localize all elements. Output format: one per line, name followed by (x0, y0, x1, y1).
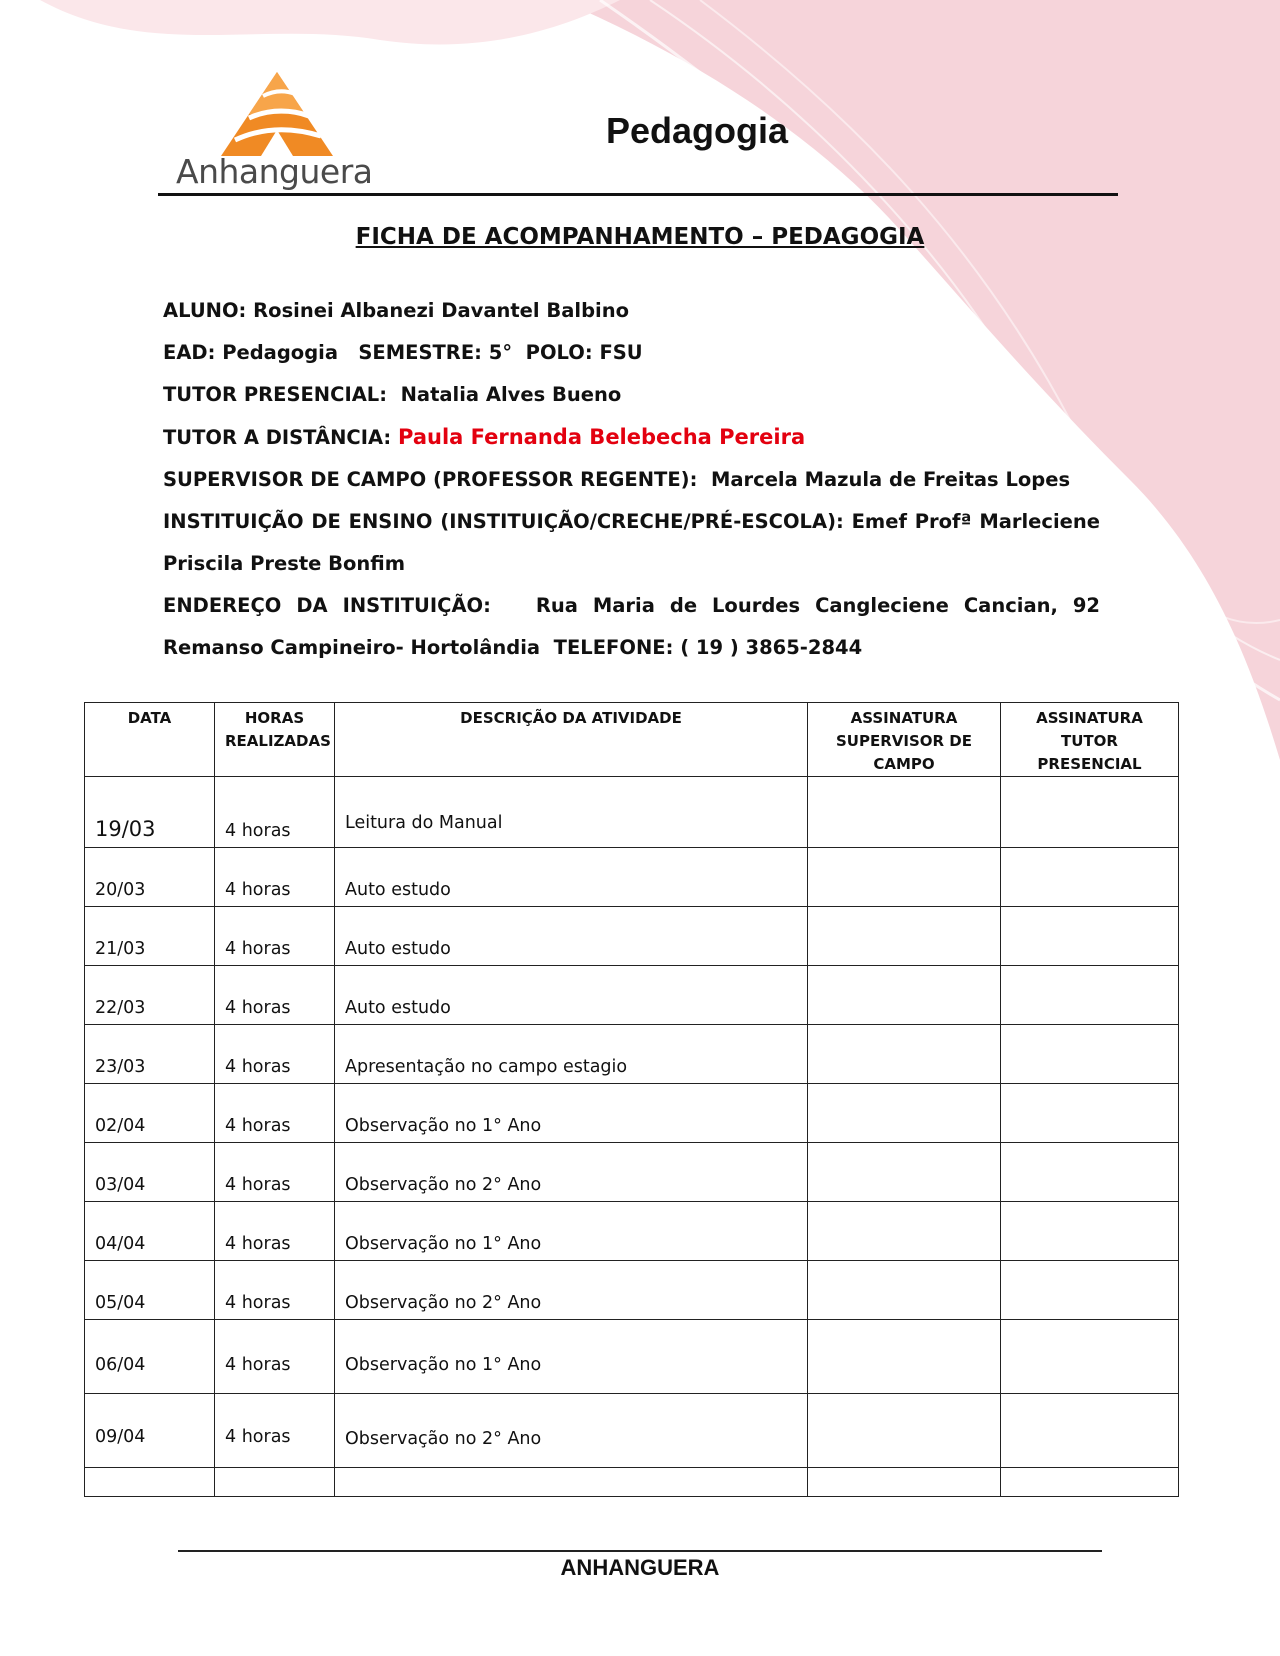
cell-assinatura-supervisor[interactable] (808, 1261, 1001, 1320)
cell-assinatura-tutor[interactable] (1001, 1468, 1179, 1497)
cell-horas: 4 horas (215, 1143, 335, 1202)
anhanguera-logo (170, 70, 380, 195)
cell-horas[interactable] (215, 1468, 335, 1497)
cell-descricao: Observação no 2° Ano (335, 1143, 808, 1202)
table-header-row (85, 703, 1179, 777)
cell-assinatura-supervisor[interactable] (808, 907, 1001, 966)
table-row (85, 1143, 1179, 1202)
document-title: FICHA DE ACOMPANHAMENTO – PEDAGOGIA (355, 224, 925, 250)
cell-data: 22/03 (85, 966, 215, 1025)
cell-descricao: Auto estudo (335, 848, 808, 907)
cell-descricao: Apresentação no campo estagio (335, 1025, 808, 1084)
table-row (85, 1084, 1179, 1143)
student-info (163, 290, 1100, 669)
cell-assinatura-tutor[interactable] (1001, 907, 1179, 966)
cell-assinatura-supervisor[interactable] (808, 848, 1001, 907)
cell-horas: 4 horas (215, 1320, 335, 1394)
header-horas: HORAS REALIZADAS (215, 703, 335, 777)
info-supervisor: SUPERVISOR DE CAMPO (PROFESSOR REGENTE): Marcela Mazula de Freitas Lopes (163, 468, 1071, 491)
cell-data: 19/03 (85, 777, 215, 848)
table-row-empty (85, 1468, 1179, 1497)
header-assinatura-tutor: ASSINATURA TUTOR PRESENCIAL (1001, 703, 1179, 777)
header-data: DATA (85, 703, 215, 777)
table-row (85, 1202, 1179, 1261)
cell-assinatura-supervisor[interactable] (808, 1320, 1001, 1394)
cell-horas: 4 horas (215, 907, 335, 966)
cell-data: 20/03 (85, 848, 215, 907)
table-row (85, 1261, 1179, 1320)
cell-data: 02/04 (85, 1084, 215, 1143)
cell-assinatura-tutor[interactable] (1001, 1143, 1179, 1202)
header-assinatura-supervisor: ASSINATURA SUPERVISOR DE CAMPO (808, 703, 1001, 777)
info-instituicao: INSTITUIÇÃO DE ENSINO (INSTITUIÇÃO/CRECHE/PRÉ-ESCOLA): Emef Profª Marleciene Priscila Preste Bonfim (163, 510, 1100, 575)
cell-data: 03/04 (85, 1143, 215, 1202)
table-row (85, 848, 1179, 907)
cell-assinatura-tutor[interactable] (1001, 848, 1179, 907)
cell-horas: 4 horas (215, 966, 335, 1025)
cell-assinatura-supervisor[interactable] (808, 1084, 1001, 1143)
cell-horas: 4 horas (215, 777, 335, 848)
cell-data: 04/04 (85, 1202, 215, 1261)
footer-brand: ANHANGUERA (560, 1555, 720, 1580)
cell-assinatura-supervisor[interactable] (808, 966, 1001, 1025)
cell-descricao[interactable] (335, 1468, 808, 1497)
cell-data: 09/04 (85, 1394, 215, 1468)
cell-data: 05/04 (85, 1261, 215, 1320)
info-ead: EAD: Pedagogia SEMESTRE: 5° POLO: FSU (163, 341, 643, 364)
logo-wordmark: Anhanguera (176, 152, 373, 191)
cell-data: 21/03 (85, 907, 215, 966)
info-endereco: ENDEREÇO DA INSTITUIÇÃO: Rua Maria de Lourdes Cangleciene Cancian, 92 Remanso Campineiro- Hortolândia TELEFONE: ( 19 ) 3865-2844 (163, 594, 1100, 659)
cell-descricao: Observação no 2° Ano (335, 1394, 808, 1468)
cell-descricao: Auto estudo (335, 907, 808, 966)
table-row (85, 1394, 1179, 1468)
cell-horas: 4 horas (215, 1394, 335, 1468)
cell-assinatura-tutor[interactable] (1001, 1320, 1179, 1394)
cell-assinatura-supervisor[interactable] (808, 1143, 1001, 1202)
cell-data: 06/04 (85, 1320, 215, 1394)
table-row (85, 907, 1179, 966)
cell-assinatura-supervisor[interactable] (808, 1202, 1001, 1261)
cell-assinatura-supervisor[interactable] (808, 1468, 1001, 1497)
cell-horas: 4 horas (215, 1261, 335, 1320)
cell-assinatura-supervisor[interactable] (808, 1025, 1001, 1084)
cell-horas: 4 horas (215, 1084, 335, 1143)
footer-divider (178, 1550, 1102, 1552)
cell-descricao: Observação no 2° Ano (335, 1261, 808, 1320)
cell-assinatura-supervisor[interactable] (808, 1394, 1001, 1468)
tutor-distancia-name: Paula Fernanda Belebecha Pereira (398, 425, 806, 449)
cell-assinatura-tutor[interactable] (1001, 966, 1179, 1025)
activity-table (84, 702, 1179, 1497)
cell-descricao: Observação no 1° Ano (335, 1084, 808, 1143)
table-row (85, 1025, 1179, 1084)
table-row (85, 1320, 1179, 1394)
cell-assinatura-tutor[interactable] (1001, 1394, 1179, 1468)
cell-descricao: Auto estudo (335, 966, 808, 1025)
cell-descricao: Observação no 1° Ano (335, 1202, 808, 1261)
cell-assinatura-tutor[interactable] (1001, 1261, 1179, 1320)
table-row (85, 777, 1179, 848)
cell-assinatura-tutor[interactable] (1001, 777, 1179, 848)
cell-descricao: Leitura do Manual (335, 777, 808, 848)
cell-data[interactable] (85, 1468, 215, 1497)
info-tutor-presencial: TUTOR PRESENCIAL: Natalia Alves Bueno (163, 383, 622, 406)
info-aluno: ALUNO: Rosinei Albanezi Davantel Balbino (163, 299, 630, 322)
cell-horas: 4 horas (215, 1202, 335, 1261)
info-tutor-distancia: TUTOR A DISTÂNCIA: Paula Fernanda Belebecha Pereira (163, 425, 806, 449)
cell-horas: 4 horas (215, 848, 335, 907)
cell-assinatura-tutor[interactable] (1001, 1025, 1179, 1084)
header-divider (158, 193, 1118, 196)
cell-descricao: Observação no 1° Ano (335, 1320, 808, 1394)
header-descricao: DESCRIÇÃO DA ATIVIDADE (335, 703, 808, 777)
cell-assinatura-supervisor[interactable] (808, 777, 1001, 848)
table-row (85, 966, 1179, 1025)
cell-horas: 4 horas (215, 1025, 335, 1084)
triangle-logo-icon (215, 70, 345, 160)
page-header-title: Pedagogia (606, 110, 789, 151)
cell-assinatura-tutor[interactable] (1001, 1084, 1179, 1143)
cell-assinatura-tutor[interactable] (1001, 1202, 1179, 1261)
cell-data: 23/03 (85, 1025, 215, 1084)
